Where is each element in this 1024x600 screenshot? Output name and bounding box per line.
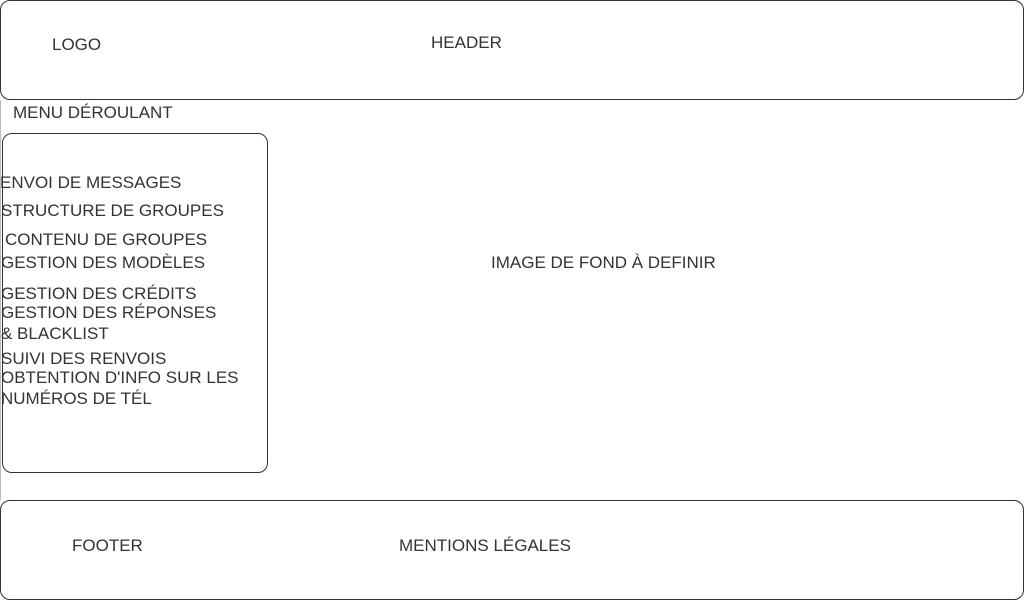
background-image-placeholder: IMAGE DE FOND À DEFINIR [491, 253, 716, 272]
menu-item-gestion-credits[interactable]: GESTION DES CRÉDITS [1, 284, 197, 303]
menu-item-suivi-renvois[interactable]: SUIVI DES RENVOIS [1, 349, 167, 368]
header-area [0, 0, 1024, 100]
menu-item-gestion-modeles[interactable]: GESTION DES MODÈLES [1, 253, 206, 272]
menu-item-gestion-reponses-line2[interactable]: & BLACKLIST [1, 324, 109, 343]
menu-item-obtention-info-line2[interactable]: NUMÉROS DE TÉL [1, 389, 152, 408]
menu-title: MENU DÉROULANT [13, 103, 173, 122]
header-title: HEADER [431, 33, 502, 52]
legal-mentions-link[interactable]: MENTIONS LÉGALES [399, 536, 571, 555]
logo[interactable]: LOGO [52, 35, 102, 54]
menu-item-structure-groupes[interactable]: STRUCTURE DE GROUPES [1, 201, 224, 220]
footer-title: FOOTER [72, 536, 143, 555]
menu-item-obtention-info[interactable]: OBTENTION D'INFO SUR LES [1, 368, 239, 387]
menu-item-gestion-reponses[interactable]: GESTION DES RÉPONSES [1, 303, 217, 322]
menu-item-envoi-messages[interactable]: ENVOI DE MESSAGES [0, 173, 182, 192]
menu-item-contenu-groupes[interactable]: CONTENU DE GROUPES [5, 230, 208, 249]
